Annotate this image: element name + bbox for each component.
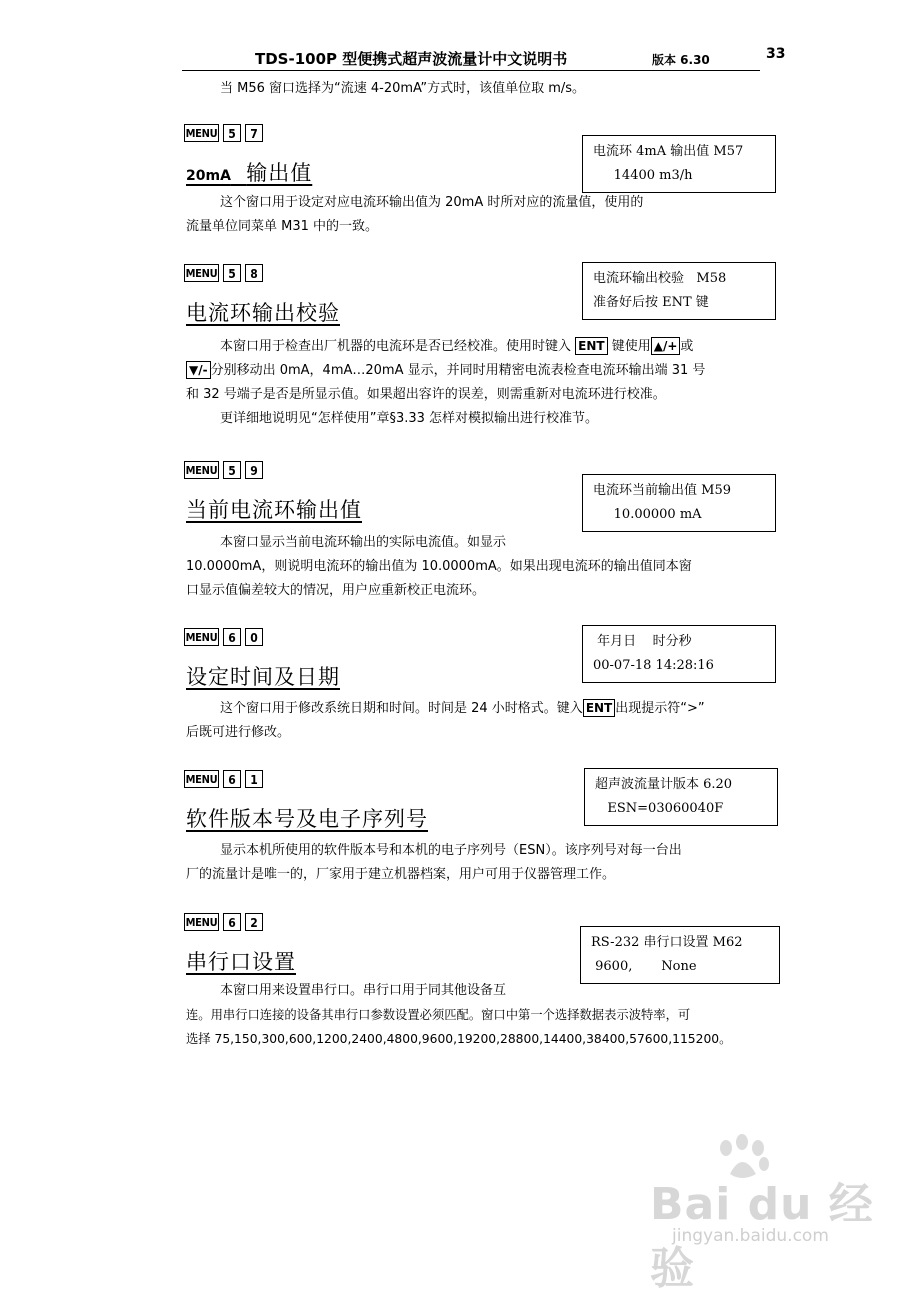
paragraph-line: 后既可进行修改。 <box>186 725 291 740</box>
lcd-line-1: 年月日 时分秒 <box>593 634 692 649</box>
ent-key: ENT <box>575 337 607 355</box>
lcd-line-1: 超声波流量计版本 6.20 <box>595 777 733 792</box>
section-title-m61: 软件版本号及电子序列号 <box>186 807 428 831</box>
paragraph-line <box>186 359 786 383</box>
digit-key: 6 <box>223 770 241 788</box>
menu-key: MENU <box>184 770 219 788</box>
digit-key: 2 <box>245 913 263 931</box>
paragraph-line <box>186 697 786 721</box>
paragraph-line: 和 32 号端子是否是所显示值。如果超出容许的误差，则需重新对电流环进行校准。 <box>186 387 666 402</box>
menu-keys-m62 <box>184 913 263 933</box>
section-title-text: 输出值 <box>246 161 313 185</box>
lcd-line-1: 电流环当前输出值 M59 <box>593 483 731 498</box>
down-minus-key: ▼/- <box>186 361 211 379</box>
section-title-m57 <box>186 157 312 187</box>
lcd-line-2: 10.00000 mA <box>593 507 702 522</box>
lcd-line-2: 14400 m3/h <box>593 168 693 183</box>
menu-key: MENU <box>184 264 219 282</box>
paragraph-m59 <box>186 531 786 603</box>
paragraph-line: 选择 75,150,300,600,1200,2400,4800,9600,19200,28800,14400,38400,57600,115200。 <box>186 1032 732 1046</box>
paragraph-m60 <box>186 697 786 745</box>
paragraph-text: 出现提示符“>” <box>615 701 705 716</box>
paragraph-line: 流量单位同菜单 M31 中的一致。 <box>186 219 379 234</box>
menu-keys-m58 <box>184 264 263 284</box>
paragraph-text: 键使用 <box>611 339 651 354</box>
intro-paragraph: 当 M56 窗口选择为“流速 4-20mA”方式时，该值单位取 m/s。 <box>220 81 586 96</box>
menu-keys-m59 <box>184 461 263 481</box>
section-title-m59: 当前电流环输出值 <box>186 498 362 522</box>
digit-key: 8 <box>245 264 263 282</box>
digit-key: 6 <box>223 628 241 646</box>
paragraph-line: 本窗口显示当前电流环输出的实际电流值。如显示 <box>220 535 507 550</box>
paragraph-m61 <box>186 839 786 887</box>
menu-keys-m60 <box>184 628 263 648</box>
paragraph-text: 这个窗口用于修改系统日期和时间。时间是 24 小时格式。键入 <box>220 701 583 716</box>
lcd-line-1: RS-232 串行口设置 M62 <box>591 935 743 950</box>
lcd-display-m61 <box>584 768 778 826</box>
digit-key: 1 <box>245 770 263 788</box>
lcd-line-2: ESN=03060040F <box>595 801 724 816</box>
paragraph-line: 连。用串行口连接的设备其串行口参数设置必须匹配。窗口中第一个选择数据表示波特率，可 <box>186 1008 691 1022</box>
lcd-line-1: 电流环 4mA 输出值 M57 <box>593 144 744 159</box>
section-title-prefix: 20mA <box>186 168 231 184</box>
watermark-logo: Bai du 经验 <box>650 1179 874 1294</box>
document-title: TDS-100P 型便携式超声波流量计中文说明书 <box>255 50 568 68</box>
digit-key: 6 <box>223 913 241 931</box>
lcd-line-2: 准备好后按 ENT 键 <box>593 295 709 310</box>
digit-key: 7 <box>245 124 263 142</box>
lcd-display-m60 <box>582 625 776 683</box>
paragraph-line: 显示本机所使用的软件版本号和本机的电子序列号（ESN）。该序列号对每一台出 <box>220 843 682 858</box>
watermark-url: jingyan.baidu.com <box>672 1226 829 1246</box>
document-version: 版本 6.30 <box>652 53 710 67</box>
menu-keys-m61 <box>184 770 263 790</box>
lcd-line-1: 电流环输出校验 M58 <box>593 271 727 286</box>
paragraph-text: 分别移动出 0mA，4mA…20mA 显示，并同时用精密电流表检查电流环输出端 31 号 <box>210 363 706 378</box>
paragraph-line: 这个窗口用于设定对应电流环输出值为 20mA 时所对应的流量值，使用的 <box>220 195 644 210</box>
menu-key: MENU <box>184 461 219 479</box>
ent-key: ENT <box>583 699 615 717</box>
lcd-display-m62 <box>580 926 780 984</box>
menu-key: MENU <box>184 628 219 646</box>
digit-key: 5 <box>223 124 241 142</box>
lcd-display-m57 <box>582 135 776 193</box>
digit-key: 5 <box>223 461 241 479</box>
menu-key: MENU <box>184 124 219 142</box>
page-number: 33 <box>766 46 786 62</box>
lcd-line-2: 9600, None <box>591 959 697 974</box>
menu-key: MENU <box>184 913 219 931</box>
digit-key: 5 <box>223 264 241 282</box>
header-rule <box>182 70 760 71</box>
paragraph-text: 或 <box>680 339 694 354</box>
section-title-m62: 串行口设置 <box>186 950 296 974</box>
lcd-line-2: 00-07-18 14:28:16 <box>593 658 714 673</box>
up-plus-key: ▲/+ <box>651 337 681 355</box>
paragraph-line: 口显示值偏差较大的情况，用户应重新校正电流环。 <box>186 583 486 598</box>
paragraph-m57 <box>186 191 786 239</box>
paragraph-line: 本窗口用来设置串行口。串行口用于同其他设备互 <box>220 983 507 998</box>
paragraph-text: 本窗口用于检查出厂机器的电流环是否已经校准。使用时键入 <box>220 339 572 354</box>
section-title-m60: 设定时间及日期 <box>186 665 340 689</box>
paragraph-m58 <box>186 335 786 431</box>
paragraph-m62 <box>186 979 786 1051</box>
lcd-display-m59 <box>582 474 776 532</box>
paragraph-line: 更详细地说明见“怎样使用”章§3.33 怎样对模拟输出进行校准节。 <box>220 411 599 426</box>
paragraph-line: 厂的流量计是唯一的，厂家用于建立机器档案，用户可用于仪器管理工作。 <box>186 867 616 882</box>
menu-keys-m57 <box>184 124 263 144</box>
digit-key: 9 <box>245 461 263 479</box>
lcd-display-m58 <box>582 262 776 320</box>
paragraph-line: 10.0000mA，则说明电流环的输出值为 10.0000mA。如果出现电流环的输出值同本窗 <box>186 559 692 574</box>
paragraph-line <box>186 335 786 359</box>
digit-key: 0 <box>245 628 263 646</box>
section-title-m58: 电流环输出校验 <box>186 301 340 325</box>
